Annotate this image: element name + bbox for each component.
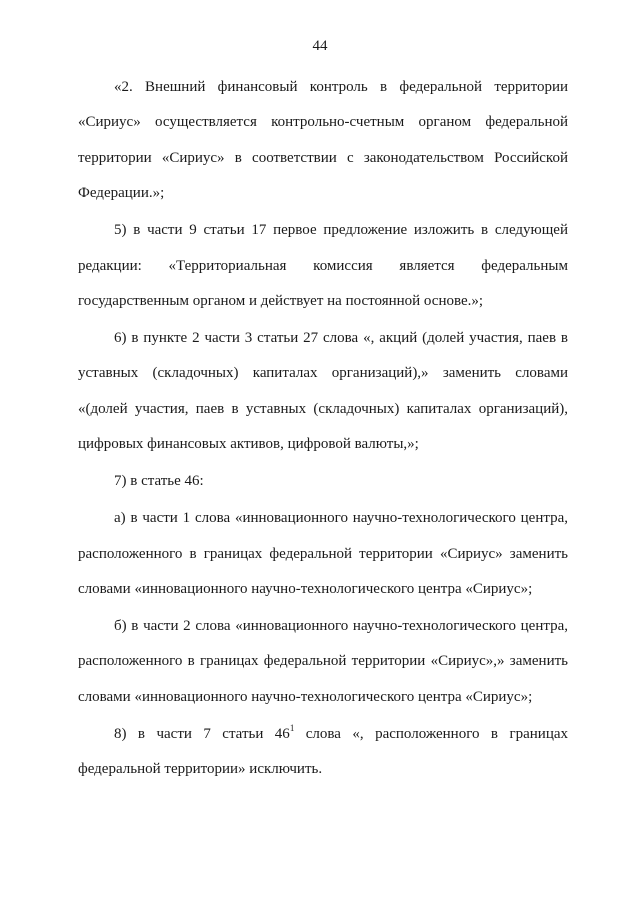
paragraph: б) в части 2 слова «инновационного научно-технологического центра, расположенного в границах федеральной территории «Сириус»,» заменить словами «инновационного научно-технологического центра «Сириус»; bbox=[78, 618, 568, 705]
paragraph: «2. Внешний финансовый контроль в федеральной территории «Сириус» осуществляется контрольно-счетным органом федеральной территории «Сириус» в соответствии с законодательством Российской Федерации.»; bbox=[78, 79, 568, 202]
paragraph: 6) в пункте 2 части 3 статьи 27 слова «, акций (долей участия, паев в уставных (складочных) капиталах организаций),» заменить словами «(долей участия, паев в уставных (складочных) капиталах организаций), цифровых финансовых активов, цифровой валюты,»; bbox=[78, 330, 568, 453]
paragraph: а) в части 1 слова «инновационного научно-технологического центра, расположенного в границах федеральной территории «Сириус» заменить словами «инновационного научно-технологического центра «Сириус»; bbox=[78, 510, 568, 598]
paragraph: 5) в части 9 статьи 17 первое предложение изложить в следующей редакции: «Территориальная комиссия является федеральным государственным органом и действует на постоянной основе.»; bbox=[78, 222, 568, 310]
paragraph-text-after-superscript: слова «, расположенного в границах федеральной территории» исключить. bbox=[78, 725, 568, 778]
paragraph-text-before-superscript: 8) в части 7 статьи 46 bbox=[114, 725, 290, 742]
page-number: 44 bbox=[312, 38, 328, 54]
paragraph: 7) в статье 46: bbox=[114, 473, 204, 490]
paragraph bbox=[78, 717, 568, 788]
superscript: 1 bbox=[289, 722, 295, 733]
document-body bbox=[78, 70, 568, 789]
